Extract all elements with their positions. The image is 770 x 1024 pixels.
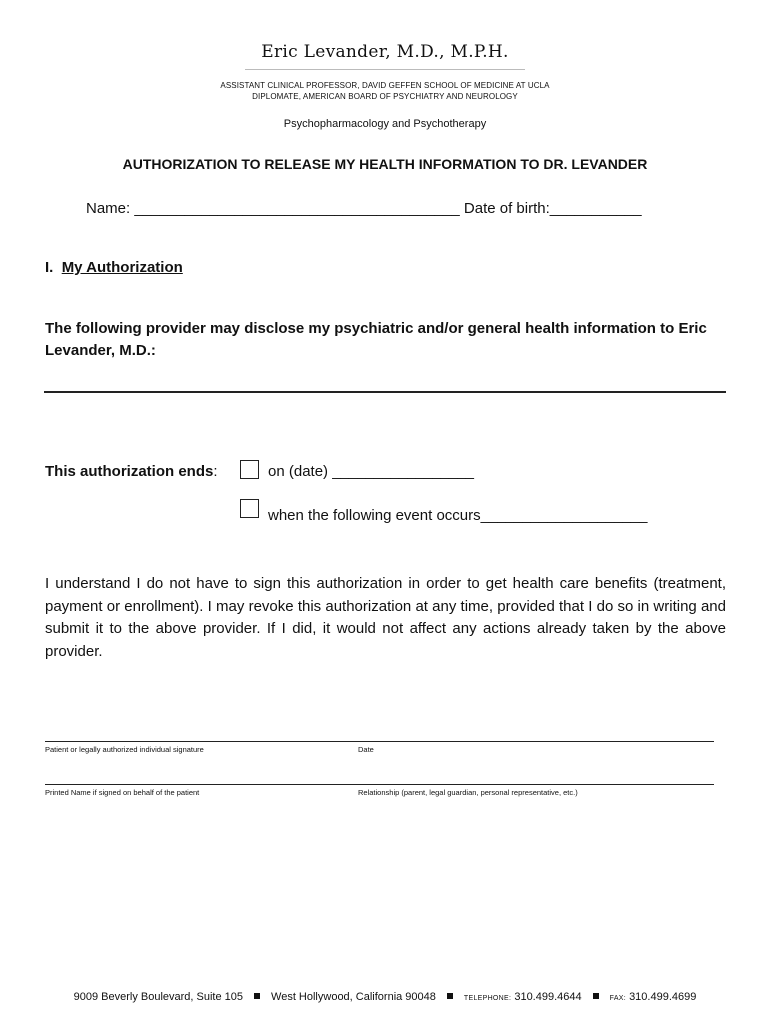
- name-dob-line: [86, 200, 642, 217]
- dob-field[interactable]: ___________: [549, 200, 642, 217]
- printed-name-label: Printed Name if signed on behalf of the patient: [45, 788, 200, 797]
- section-number: I.: [45, 259, 54, 276]
- footer: [0, 991, 770, 1003]
- end-date-option[interactable]: on (date) _________________: [268, 463, 475, 480]
- fax-label: FAX:: [609, 995, 626, 1002]
- patient-signature-label: Patient or legally authorized individual signature: [45, 745, 204, 754]
- separator-square-icon: [447, 993, 453, 999]
- separator-square-icon: [593, 993, 599, 999]
- end-event-option[interactable]: when the following event occurs____________________: [268, 507, 648, 524]
- relationship-label: Relationship (parent, legal guardian, personal representative, etc.): [358, 788, 578, 797]
- specialty: Psychopharmacology and Psychotherapy: [283, 118, 487, 130]
- telephone-number: 310.499.4644: [514, 991, 582, 1003]
- signature-line[interactable]: [45, 741, 714, 742]
- telephone-label: TELEPHONE:: [463, 995, 512, 1002]
- date-label: Date: [358, 745, 374, 754]
- dob-label: Date of birth:: [463, 200, 550, 217]
- provider-statement: The following provider may disclose my psychiatric and/or general health information to Eric Levander, M.D.:: [45, 320, 707, 359]
- name-field[interactable]: _______________________________________: [134, 200, 460, 217]
- end-event-checkbox[interactable]: [240, 499, 259, 518]
- title-line-1: ASSISTANT CLINICAL PROFESSOR, DAVID GEFFEN SCHOOL OF MEDICINE AT UCLA: [220, 81, 550, 90]
- footer-address: 9009 Beverly Boulevard, Suite 105: [73, 991, 244, 1003]
- provider-field[interactable]: [44, 391, 726, 393]
- ends-label-text: This authorization ends: [45, 463, 214, 480]
- name-label: Name:: [86, 200, 131, 217]
- footer-city: West Hollywood, California 90048: [271, 991, 436, 1003]
- separator-square-icon: [254, 993, 260, 999]
- section-title: My Authorization: [61, 259, 183, 276]
- printed-name-line[interactable]: [45, 784, 714, 785]
- understanding-paragraph: I understand I do not have to sign this authorization in order to get health care benefits (treatment, payment or enrollment). I may revoke this authorization at any time, provided that I do so in writing and submit it to the above provider. If I did, it would not affect any actions already taken by the above provider.: [45, 575, 726, 660]
- ends-colon: :: [213, 463, 218, 480]
- doctor-name: Eric Levander, M.D., M.P.H.: [261, 42, 509, 62]
- title-line-2: DIPLOMATE, AMERICAN BOARD OF PSYCHIATRY AND NEUROLOGY: [252, 92, 518, 101]
- section-heading: [45, 259, 183, 276]
- authorization-ends-label: [45, 463, 218, 480]
- end-date-checkbox[interactable]: [240, 460, 259, 479]
- header-divider: [245, 69, 525, 70]
- fax-number: 310.499.4699: [629, 991, 697, 1003]
- form-title: AUTHORIZATION TO RELEASE MY HEALTH INFORMATION TO DR. LEVANDER: [122, 156, 648, 172]
